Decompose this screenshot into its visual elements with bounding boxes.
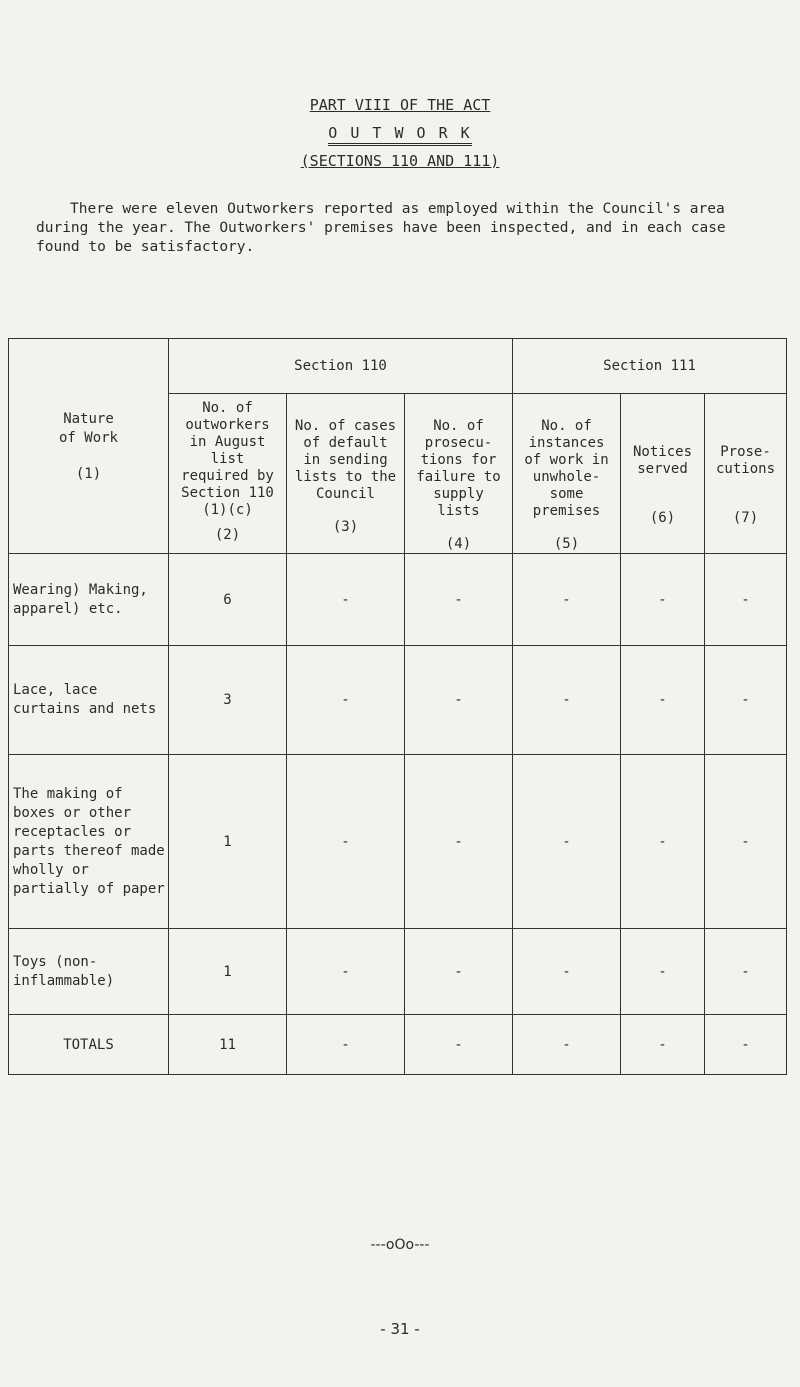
total-notices: -	[621, 1015, 705, 1075]
cell-prosecutions-lists: -	[405, 755, 513, 929]
cell-unwholesome: -	[513, 755, 621, 929]
part-heading: PART VIII OF THE ACT	[309, 96, 491, 114]
col-header-prosecutions: Prose- cutions (7)	[705, 394, 787, 554]
col-header-nature: Nature of Work (1)	[9, 339, 169, 554]
table-row	[9, 554, 787, 646]
cell-prosecutions-lists: -	[405, 646, 513, 755]
cell-default: -	[287, 646, 405, 755]
row-label: The making of boxes or other receptacles or parts thereof made wholly or partially of paper	[9, 755, 169, 929]
col-header-outworkers: No. of outworkers in August list required by Section 110 (1)(c) (2)	[169, 394, 287, 554]
row-label: Wearing) Making, apparel) etc.	[9, 554, 169, 646]
totals-row	[9, 1015, 787, 1075]
cell-notices: -	[621, 929, 705, 1015]
total-prosecutions: -	[705, 1015, 787, 1075]
table-row	[9, 646, 787, 755]
cell-unwholesome: -	[513, 554, 621, 646]
cell-notices: -	[621, 646, 705, 755]
total-prosecutions-lists: -	[405, 1015, 513, 1075]
group-header-section-111: Section 111	[513, 339, 787, 394]
cell-prosecutions: -	[705, 755, 787, 929]
total-default: -	[287, 1015, 405, 1075]
table-row	[9, 755, 787, 929]
totals-label: TOTALS	[9, 1015, 169, 1075]
cell-outworkers: 1	[169, 929, 287, 1015]
cell-outworkers: 3	[169, 646, 287, 755]
cell-prosecutions: -	[705, 929, 787, 1015]
cell-prosecutions: -	[705, 554, 787, 646]
col-header-notices-served: Notices served (6)	[621, 394, 705, 554]
col-header-prosecutions-lists: No. of prosecu- tions for failure to supply lists (4)	[405, 394, 513, 554]
col-header-default-cases: No. of cases of default in sending lists to the Council (3)	[287, 394, 405, 554]
cell-default: -	[287, 755, 405, 929]
col-header-unwholesome-premises: No. of instances of work in unwhole- some premises (5)	[513, 394, 621, 554]
row-label: Toys (non- inflammable)	[9, 929, 169, 1015]
cell-prosecutions-lists: -	[405, 929, 513, 1015]
total-outworkers: 11	[169, 1015, 287, 1075]
cell-unwholesome: -	[513, 929, 621, 1015]
cell-default: -	[287, 929, 405, 1015]
outwork-table	[8, 338, 787, 1075]
sections-subtitle: (SECTIONS 110 AND 111)	[300, 152, 500, 170]
end-mark: ---oOo---	[370, 1237, 430, 1253]
total-unwholesome: -	[513, 1015, 621, 1075]
cell-unwholesome: -	[513, 646, 621, 755]
cell-outworkers: 1	[169, 755, 287, 929]
row-label: Lace, lace curtains and nets	[9, 646, 169, 755]
cell-notices: -	[621, 554, 705, 646]
cell-outworkers: 6	[169, 554, 287, 646]
page-number: - 31 -	[380, 1320, 420, 1338]
table-row	[9, 929, 787, 1015]
cell-prosecutions-lists: -	[405, 554, 513, 646]
intro-paragraph: There were eleven Outworkers reported as employed within the Council's area during the year. The Outworkers' premises have been inspected, and in each case found to be satisfactory.	[36, 200, 726, 255]
cell-prosecutions: -	[705, 646, 787, 755]
group-header-section-110: Section 110	[169, 339, 513, 394]
cell-notices: -	[621, 755, 705, 929]
section-title: O U T W O R K	[0, 124, 800, 142]
cell-default: -	[287, 554, 405, 646]
